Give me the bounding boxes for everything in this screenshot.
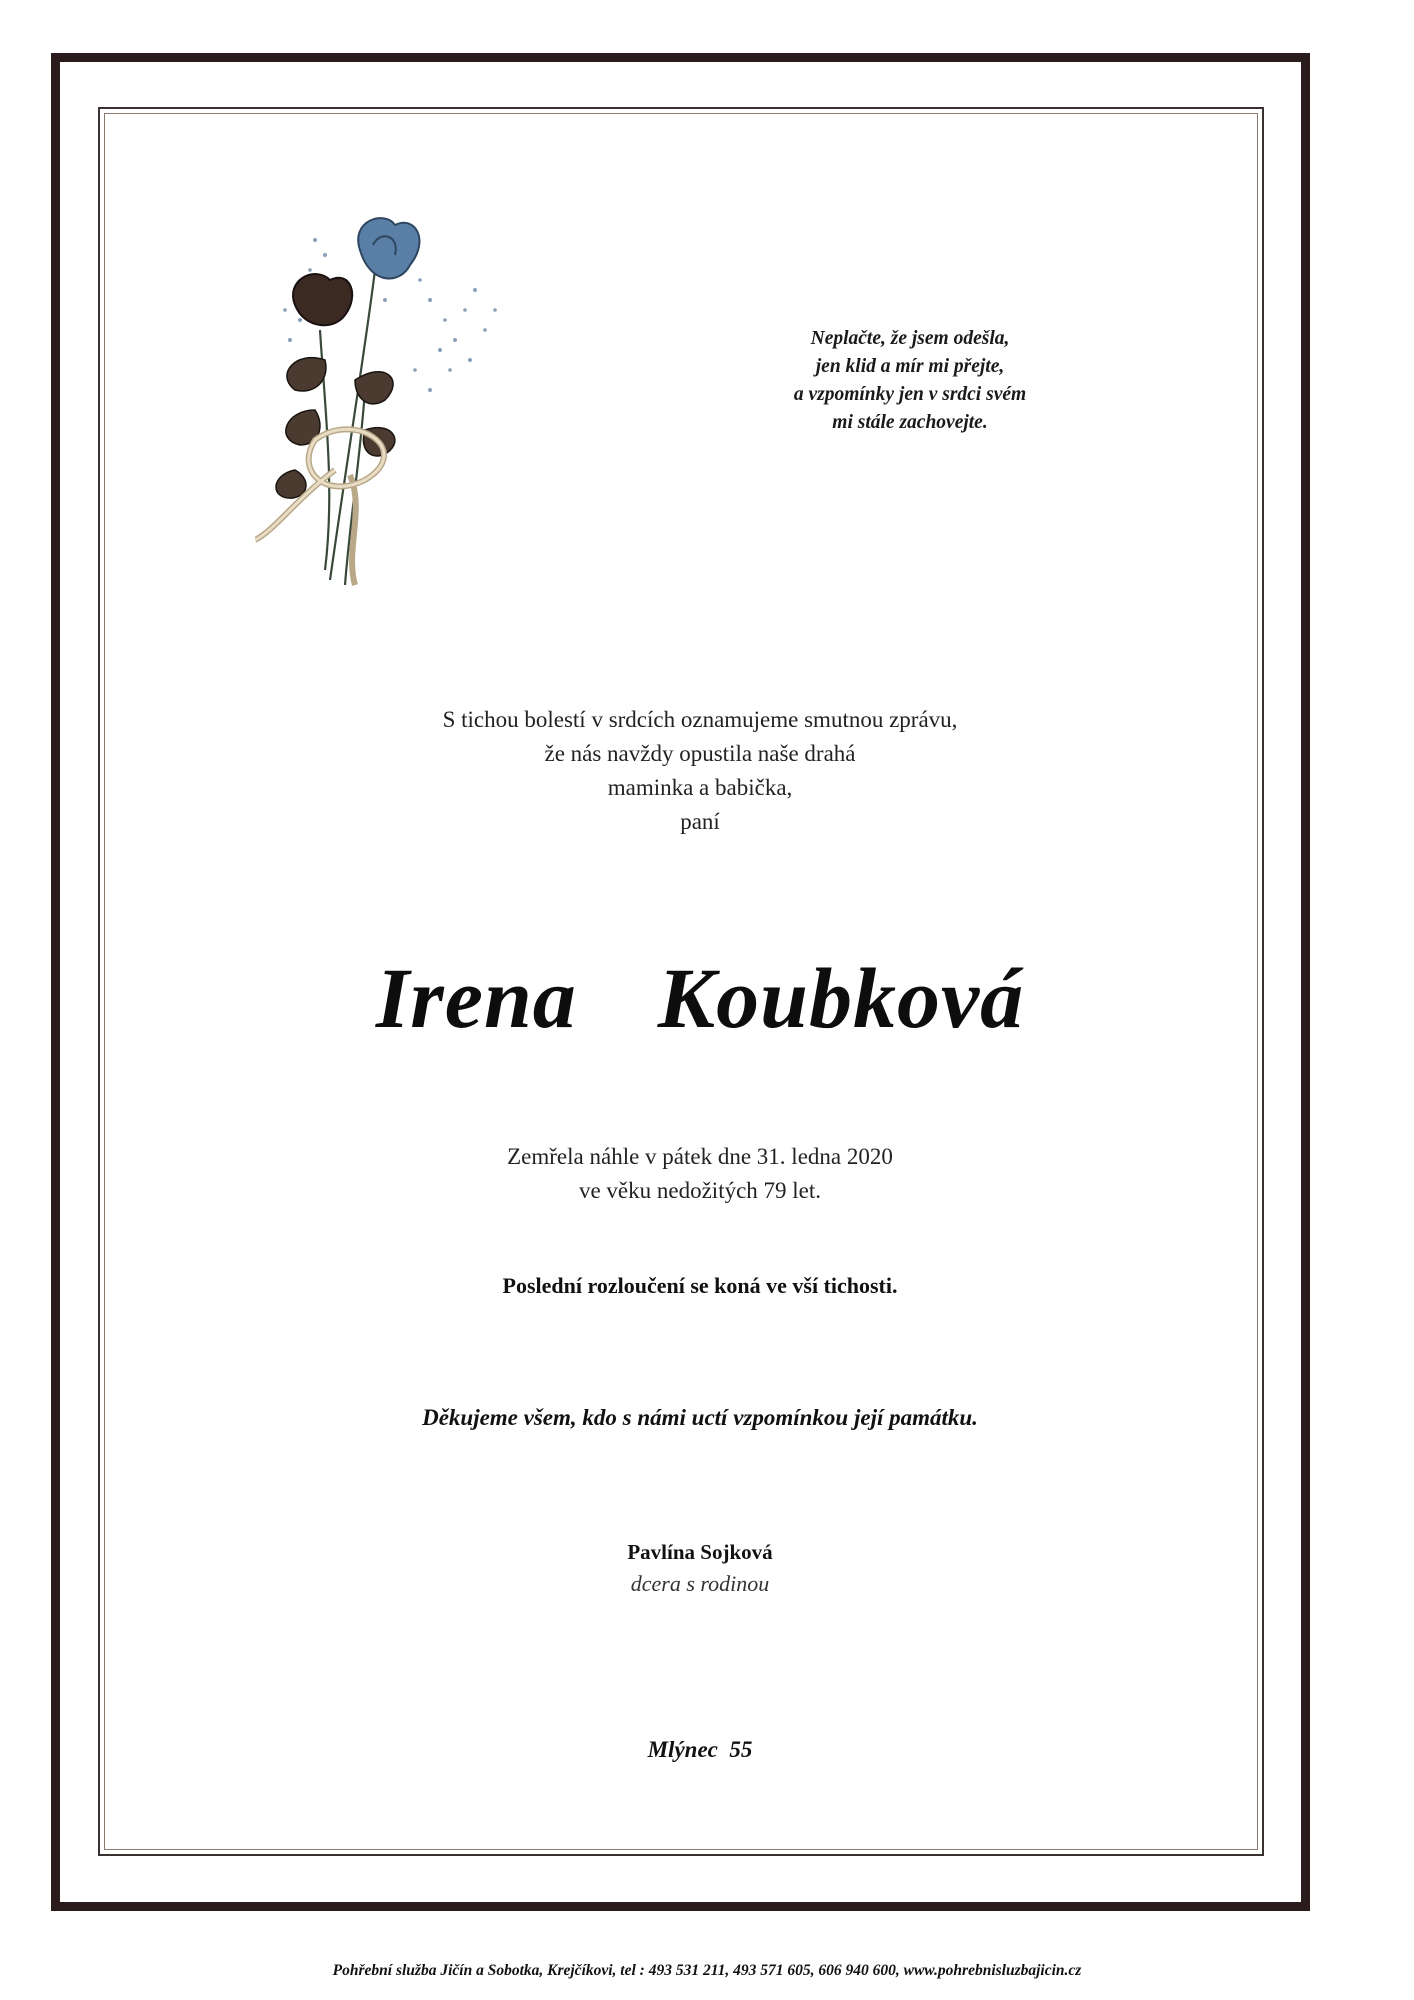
announcement-line: S tichou bolestí v srdcích oznamujeme smutnou zprávu, [442, 707, 958, 732]
signer-relation: dcera s rodinou [630, 1571, 770, 1596]
signer-block [400, 1536, 1000, 1600]
announcement-text [300, 703, 1100, 839]
death-details [300, 1140, 1100, 1208]
thanks-text: Děkujeme všem, kdo s námi uctí vzpomínkou její památku. [422, 1405, 978, 1430]
poem [720, 325, 1100, 437]
announcement-line: maminka a babička, [607, 775, 793, 800]
flower-bouquet-icon [255, 210, 555, 600]
footer-funeral-service: Pohřební služba Jičín a Sobotka, Krejčíkovi, tel : 493 531 211, 493 571 605, 606 940 600, www.pohrebnisluzbajicin.cz [332, 1962, 1082, 1979]
death-line: ve věku nedožitých 79 let. [578, 1178, 822, 1203]
poem-line: a vzpomínky jen v srdci svém [793, 384, 1027, 405]
deceased-name: Irena Koubková [375, 950, 1025, 1046]
poem-line: jen klid a mír mi přejte, [815, 356, 1005, 377]
announcement-line: že nás navždy opustila naše drahá [544, 741, 856, 766]
poem-line: mi stále zachovejte. [832, 412, 988, 433]
address: Mlýnec 55 [647, 1737, 753, 1762]
death-line: Zemřela náhle v pátek dne 31. ledna 2020 [507, 1144, 893, 1169]
announcement-line: paní [680, 809, 720, 834]
poem-line: Neplačte, že jsem odešla, [810, 328, 1010, 349]
signer-name: Pavlína Sojková [627, 1540, 773, 1564]
farewell-notice: Poslední rozloučení se koná ve vší tichosti. [502, 1273, 898, 1298]
